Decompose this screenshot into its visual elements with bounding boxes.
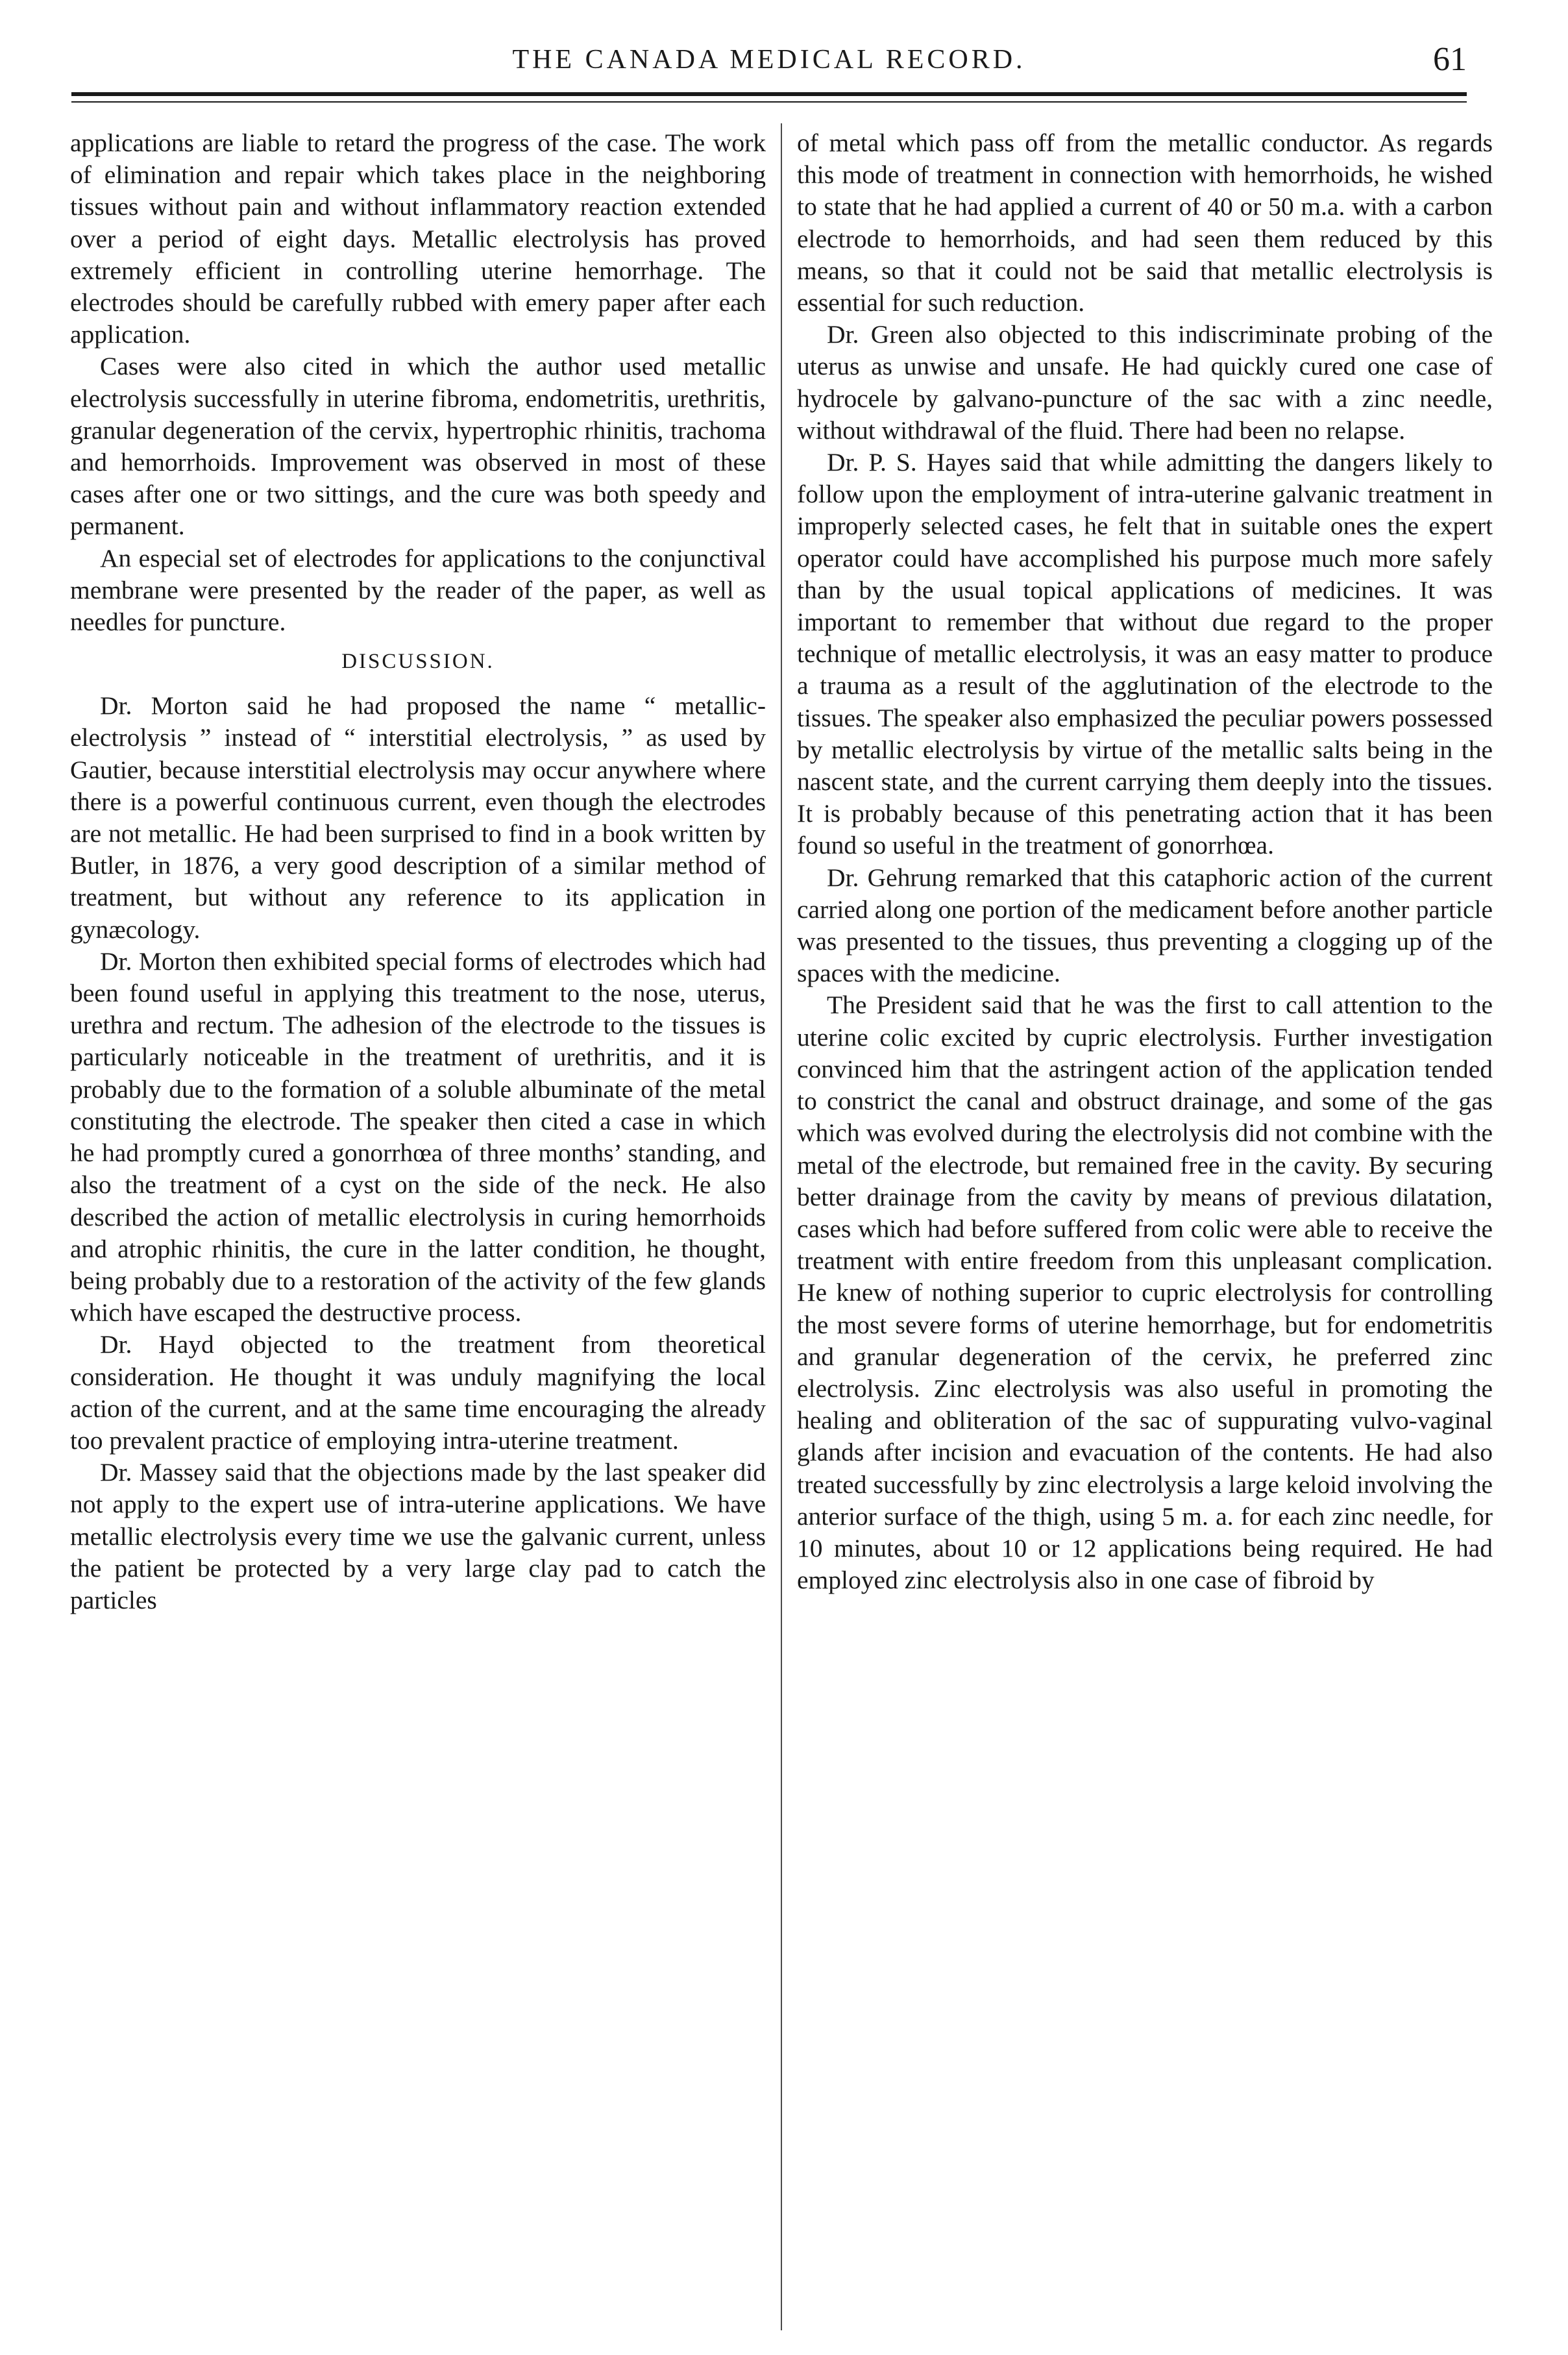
- paragraph: Dr. Morton then exhibited special forms of electrodes which had been found useful in applying this treatment to the nose, uterus, urethra and rectum. The adhesion of the electrode to the tissues is particularly noticeable in the treatment of urethritis, and it is probably due to the formation of a soluble albuminate of the metal constituting the electrode. The speaker then cited a case in which he had promptly cured a gonorrhœa of three months’ standing, and also the treatment of a cyst on the side of the neck. He also described the action of metallic electrolysis in curing hemorrhoids and atrophic rhinitis, the cure in the latter condition, he thought, being probably due to a restoration of the activity of the few glands which have escaped the destructive process.: [70, 946, 766, 1327]
- section-heading: DISCUSSION.: [341, 650, 495, 674]
- paragraph: of metal which pass off from the metallic conductor. As regards this mode of treatment in connection with hemorrhoids, he wished to state that he had applied a current of 40 or 50 m.a. with a carbon electrode to hemorrhoids, and had seen them reduced by this means, so that it could not be said that metallic electrolysis is essential for such reduction.: [797, 129, 1493, 317]
- header-rule-thin: [71, 101, 1467, 103]
- paragraph: Dr. P. S. Hayes said that while admitting the dangers likely to follow upon the employment of intra-uterine galvanic treatment in improperly selected cases, he felt that in suitable ones the expert operator could have accomplished his purpose much more safely than by the usual topical applications of medicines. It was important to remember that without due regard to the proper technique of metallic electrolysis, it was an easy matter to produce a trauma as a result of the agglutination of the electrode to the tissues. The speaker also emphasized the peculiar powers possessed by metallic electrolysis by virtue of the metallic salts being in the nascent state, and the current carrying them deeply into the tissues. It is probably because of this penetrating action that it has been found so useful in the treatment of gonorrhœa.: [797, 448, 1493, 860]
- journal-title: THE CANADA MEDICAL RECORD.: [512, 45, 1026, 75]
- column-divider: [781, 123, 782, 2330]
- page-number: 61: [1433, 41, 1467, 78]
- paragraph: Dr. Green also objected to this indiscriminate probing of the uterus as unwise and unsafe. He had quickly cured one case of hydrocele by galvano-puncture of the sac with a zinc needle, without withdrawal of the fluid. There had been no relapse.: [797, 320, 1493, 445]
- left-column: [70, 127, 766, 2334]
- header-rule-thick: [71, 92, 1467, 96]
- paragraph: Cases were also cited in which the author used metallic electrolysis successfully in uterine fibroma, endometritis, urethritis, granular degeneration of the cervix, hypertrophic rhinitis, trachoma and hemorrhoids. Improvement was observed in most of these cases after one or two sittings, and the cure was both speedy and permanent.: [70, 352, 766, 541]
- right-column: [797, 127, 1493, 2334]
- running-header: [71, 40, 1467, 86]
- paragraph: The President said that he was the first to call attention to the uterine colic excited by cupric electrolysis. Further investigation convinced him that the astringent action of the application tended to constrict the canal and obstruct drainage, and some of the gas which was evolved during the electrolysis did not combine with the metal of the electrode, but remained free in the cavity. By securing better drainage from the cavity by means of previous dilatation, cases which had before suffered from colic were able to receive the treatment with entire freedom from this unpleasant complication. He knew of nothing superior to cupric electrolysis for controlling the most severe forms of uterine hemorrhage, but for endometritis and granular degeneration of the cervix, he preferred zinc electrolysis. Zinc electrolysis was also useful in promoting the healing and obliteration of the sac of suppurating vulvo-vaginal glands after incision and evacuation of the contents. He had also treated successfully by zinc electrolysis a large keloid involving the anterior surface of the thigh, using 5 m. a. for each zinc needle, for 10 minutes, about 10 or 12 applications being required. He had employed zinc electrolysis also in one case of fibroid by: [797, 991, 1493, 1595]
- paragraph: Dr. Hayd objected to the treatment from theoretical consideration. He thought it was unduly magnifying the local action of the current, and at the same time encouraging the already too prevalent practice of employing intra-uterine treatment.: [70, 1330, 766, 1455]
- paragraph: applications are liable to retard the progress of the case. The work of elimination and repair which takes place in the neighboring tissues without pain and without inflammatory reaction extended over a period of eight days. Metallic electrolysis has proved extremely efficient in controlling uterine hemorrhage. The electrodes should be carefully rubbed with emery paper after each application.: [70, 129, 766, 349]
- paragraph: An especial set of electrodes for applications to the conjunctival membrane were presented by the reader of the paper, as well as needles for puncture.: [70, 543, 766, 637]
- paragraph: Dr. Gehrung remarked that this cataphoric action of the current carried along one portion of the medicament before another particle was presented to the tissues, thus preventing a clogging up of the spaces with the medicine.: [797, 863, 1493, 988]
- paragraph: Dr. Morton said he had proposed the name “ metallic-electrolysis ” instead of “ interstitial electrolysis, ” as used by Gautier, because interstitial electrolysis may occur anywhere where there is a powerful continuous current, even though the electrodes are not metallic. He had been surprised to find in a book written by Butler, in 1876, a very good description of a similar method of treatment, but without any reference to its application in gynæcology.: [70, 691, 766, 944]
- paragraph: Dr. Massey said that the objections made by the last speaker did not apply to the expert use of intra-uterine applications. We have metallic electrolysis every time we use the galvanic current, unless the patient be protected by a very large clay pad to catch the particles: [70, 1458, 766, 1614]
